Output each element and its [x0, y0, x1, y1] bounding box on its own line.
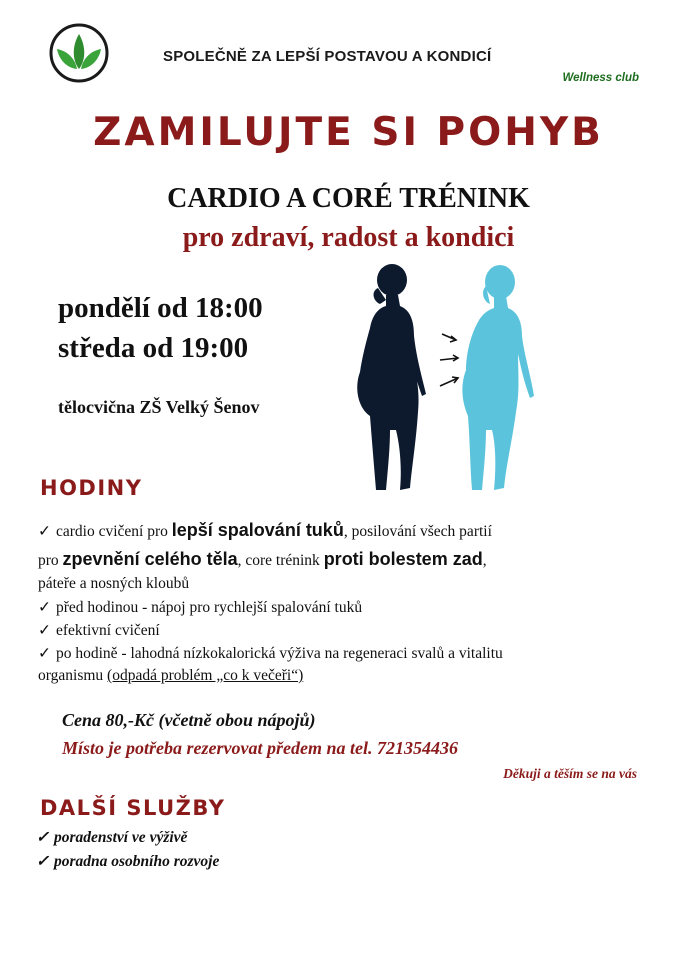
- main-title: ZAMILUJTE SI POHYB: [93, 110, 604, 155]
- list-item-continuation: páteře a nosných kloubů: [38, 575, 190, 592]
- herbalife-leaf-logo-icon: [48, 22, 110, 84]
- checkmark-icon: ✓: [38, 645, 51, 662]
- list-item: ✓ efektivní cvičení: [38, 622, 160, 639]
- checkmark-icon: ✓: [38, 599, 51, 616]
- checkmark-icon: ✓: [38, 523, 51, 540]
- thanks-note: Děkuji a těším se na vás: [503, 766, 637, 781]
- service-item: ✓ poradenství ve výživě: [36, 829, 188, 846]
- dark-silhouette: [357, 264, 426, 490]
- list-item: ✓ před hodinou - nápoj pro rychlejší spalování tuků: [38, 599, 363, 616]
- service-item: ✓ poradna osobního rozvoje: [36, 853, 220, 870]
- schedule-monday: pondělí od 18:00: [58, 292, 263, 324]
- price: Cena 80,-Kč (včetně obou nápojů): [62, 710, 316, 730]
- checkmark-icon: ✓: [36, 853, 49, 870]
- header-title: SPOLEČNĚ ZA LEPŠÍ POSTAVOU A KONDICÍ: [163, 48, 492, 65]
- wellness-club-label: Wellness club: [562, 72, 639, 84]
- schedule-wednesday: středa od 19:00: [58, 332, 249, 364]
- checkmark-icon: ✓: [38, 622, 51, 639]
- venue: tělocvična ZŠ Velký Šenov: [58, 397, 260, 417]
- checkmark-icon: ✓: [36, 829, 49, 846]
- tagline: pro zdraví, radost a kondici: [182, 222, 515, 253]
- list-item: ✓ cardio cvičení pro lepší spalování tuků, posilování všech partií: [38, 520, 492, 540]
- section-heading-hodiny: HODINY: [40, 476, 143, 500]
- body-silhouettes-illustration: [350, 262, 560, 498]
- list-item-continuation: organismu (odpadá problém „co k večeři“): [38, 667, 304, 684]
- list-item: ✓ po hodině - lahodná nízkokalorická výživa na regeneraci svalů a vitalitu: [38, 645, 503, 662]
- light-silhouette: [462, 265, 534, 490]
- section-heading-dalsi-sluzby: DALŠÍ SLUŽBY: [40, 796, 226, 820]
- list-item-continuation: pro zpevnění celého těla, core trénink proti bolestem zad,: [38, 549, 487, 569]
- reservation-note: Místo je potřeba rezervovat předem na tel. 721354436: [62, 738, 458, 758]
- arrows: [440, 334, 458, 386]
- subtitle: CARDIO A CORÉ TRÉNINK: [167, 183, 530, 214]
